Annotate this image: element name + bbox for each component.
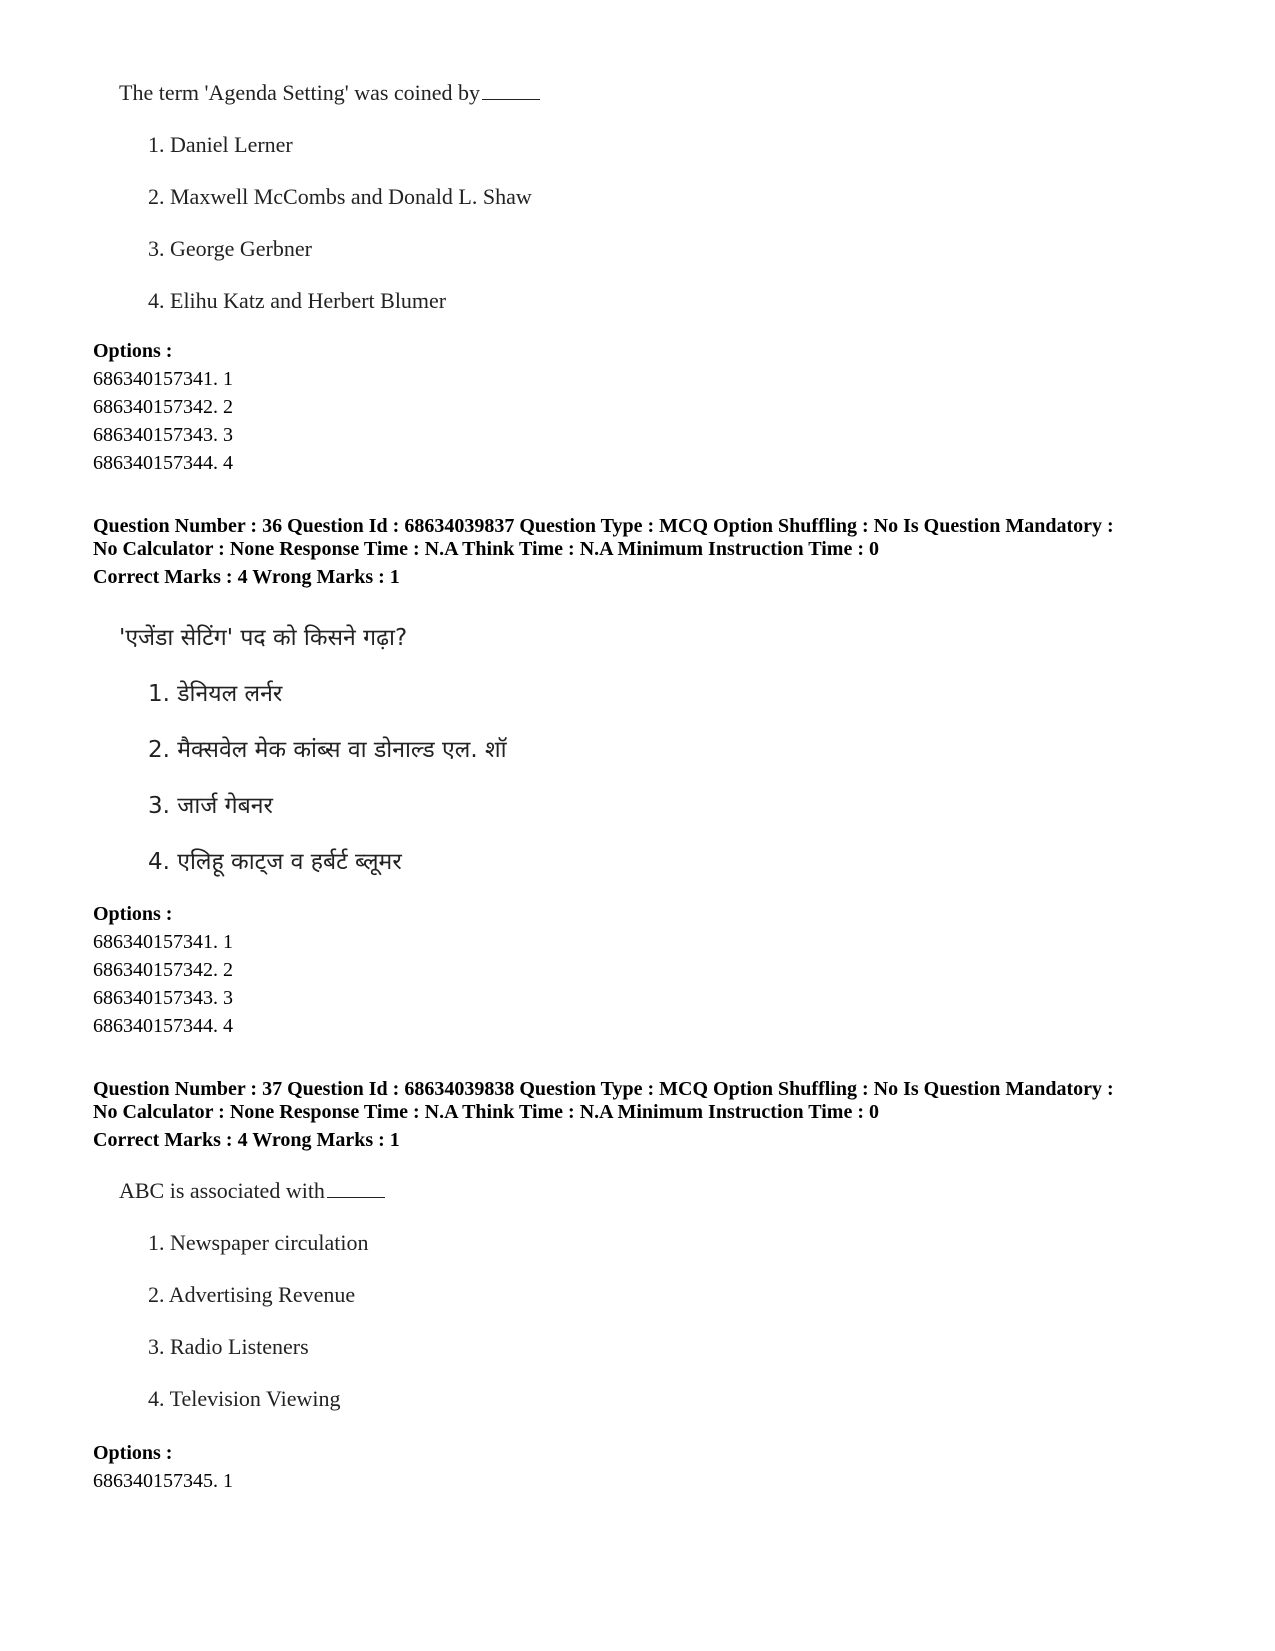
choice-37-3: 3. Radio Listeners [148, 1334, 309, 1359]
option-id-35-2: 686340157342. 2 [93, 396, 233, 418]
option-id-37-1: 686340157345. 1 [93, 1470, 233, 1492]
choice-36-2: 2. मैक्सवेल मेक कांब्स वा डोनाल्ड एल. शॉ [148, 737, 507, 763]
option-id-35-4: 686340157344. 4 [93, 452, 233, 474]
option-id-36-1: 686340157341. 1 [93, 931, 233, 953]
question-meta-37-line1: Question Number : 37 Question Id : 68634039838 Question Type : MCQ Option Shuffling : No Is Question Mandatory : [93, 1078, 1114, 1100]
choice-35-2: 2. Maxwell McCombs and Donald L. Shaw [148, 184, 532, 209]
option-id-36-4: 686340157344. 4 [93, 1015, 233, 1037]
option-id-35-1: 686340157341. 1 [93, 368, 233, 390]
option-id-35-3: 686340157343. 3 [93, 424, 233, 446]
option-id-36-2: 686340157342. 2 [93, 959, 233, 981]
choice-37-2: 2. Advertising Revenue [148, 1282, 356, 1307]
question-37-stem: ABC is associated with [119, 1178, 325, 1203]
answer-blank [327, 1179, 385, 1198]
choice-37-4: 4. Television Viewing [148, 1386, 341, 1411]
question-text-35 [119, 80, 540, 106]
options-label-36: Options : [93, 903, 173, 925]
marks-37: Correct Marks : 4 Wrong Marks : 1 [93, 1129, 400, 1151]
question-meta-37-line2: No Calculator : None Response Time : N.A Think Time : N.A Minimum Instruction Time : 0 [93, 1101, 879, 1123]
question-text-36: 'एजेंडा सेटिंग' पद को किसने गढ़ा? [119, 625, 408, 651]
option-id-36-3: 686340157343. 3 [93, 987, 233, 1009]
choice-35-1: 1. Daniel Lerner [148, 132, 293, 157]
choice-35-4: 4. Elihu Katz and Herbert Blumer [148, 288, 447, 313]
choice-36-1: 1. डेनियल लर्नर [148, 681, 283, 707]
question-text-37 [119, 1178, 385, 1204]
answer-blank [482, 81, 540, 100]
choice-37-1: 1. Newspaper circulation [148, 1230, 369, 1255]
choice-35-3: 3. George Gerbner [148, 236, 312, 261]
question-meta-36-line1: Question Number : 36 Question Id : 68634039837 Question Type : MCQ Option Shuffling : No Is Question Mandatory : [93, 515, 1114, 537]
question-meta-36-line2: No Calculator : None Response Time : N.A Think Time : N.A Minimum Instruction Time : 0 [93, 538, 879, 560]
choice-36-3: 3. जार्ज गेबनर [148, 793, 273, 819]
question-35-stem: The term 'Agenda Setting' was coined by [119, 80, 481, 105]
choice-36-4: 4. एलिहू काट्ज व हर्बर्ट ब्लूमर [148, 849, 402, 875]
options-label-35: Options : [93, 340, 173, 362]
marks-36: Correct Marks : 4 Wrong Marks : 1 [93, 566, 400, 588]
options-label-37: Options : [93, 1442, 173, 1464]
